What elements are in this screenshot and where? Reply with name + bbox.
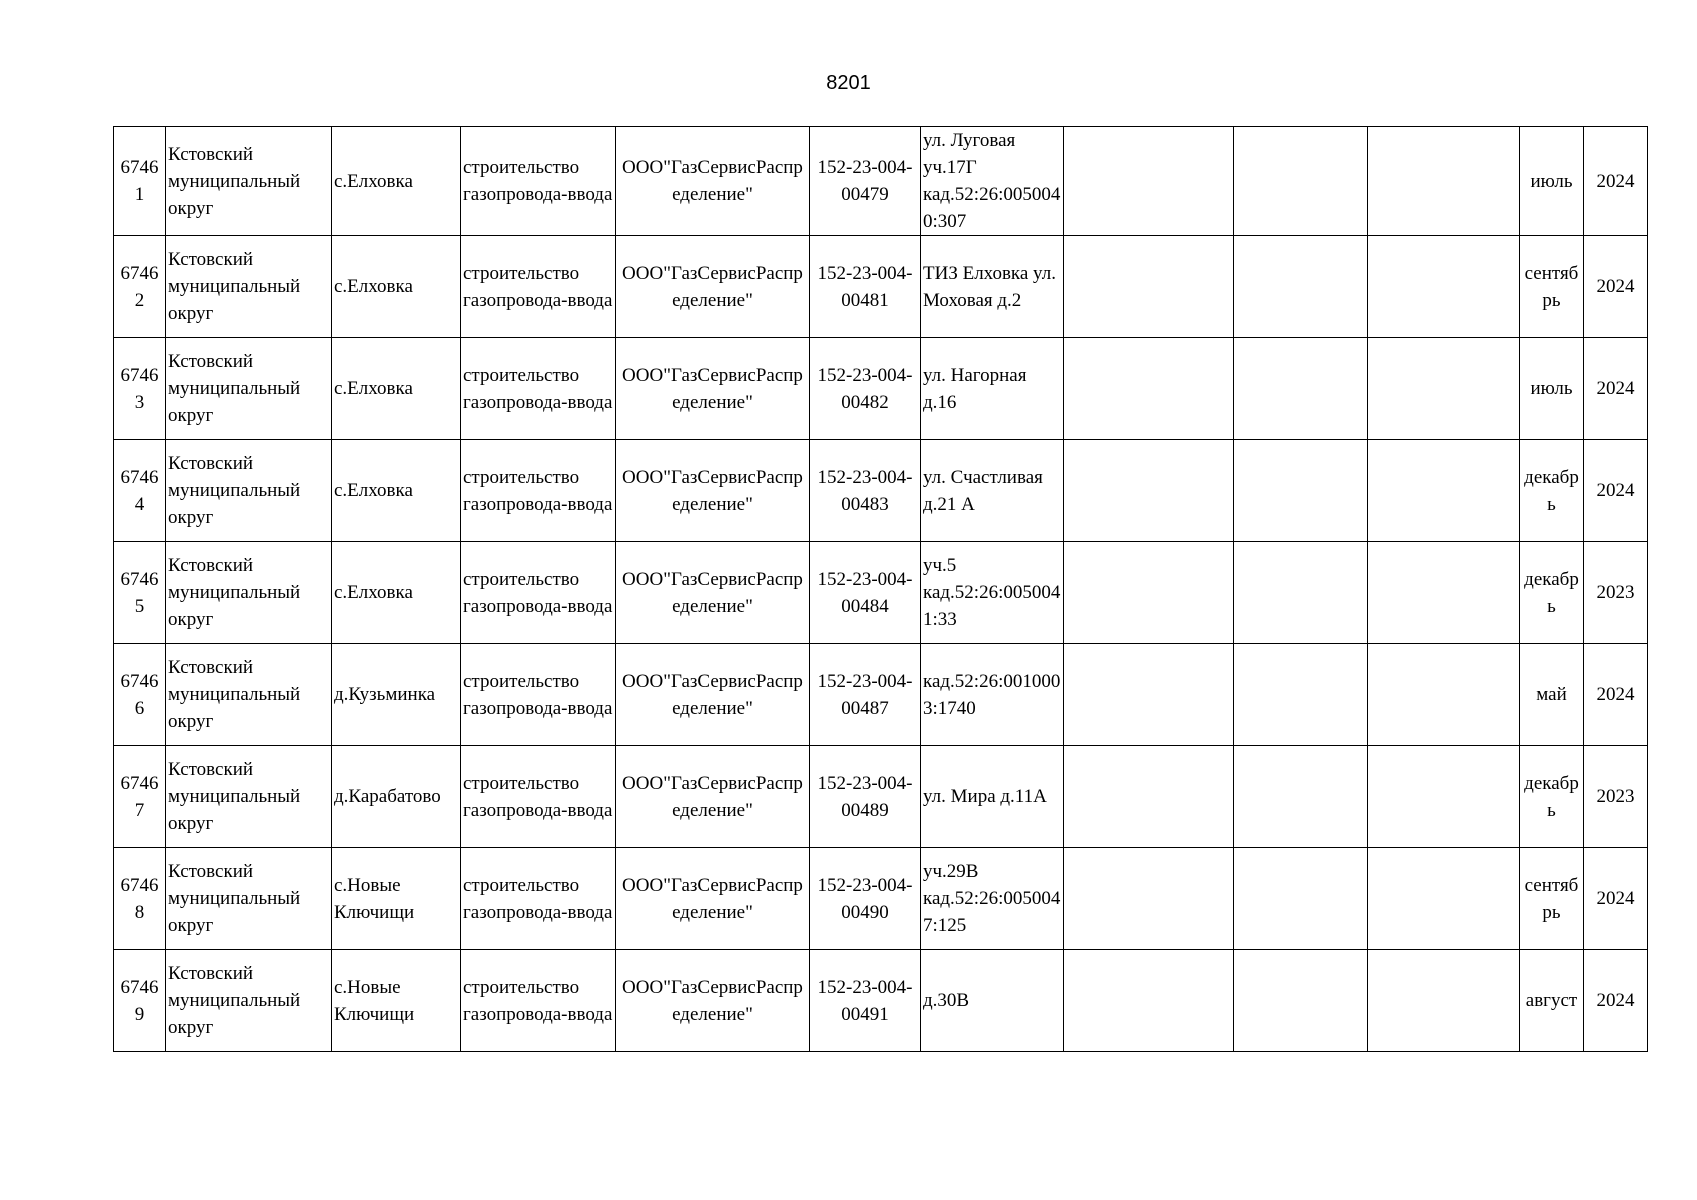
table-row [114,440,1648,542]
empty-cell [1234,236,1368,338]
work-type-cell [461,542,616,644]
request-code-cell [810,236,921,338]
year-cell-text: 2024 [1596,378,1635,399]
district-cell-text: Кстовский муниципальный округ [168,143,301,219]
year-cell-text: 2024 [1596,170,1635,192]
row-number-cell [114,848,166,950]
work-type-cell [461,950,616,1052]
work-type-cell-text: строительство газопровода-ввода [463,157,613,205]
request-code-cell-text: 152-23-004-00491 [817,976,913,1025]
settlement-cell [332,746,461,848]
address-cell [921,542,1064,644]
request-code-cell [810,746,921,848]
settlement-cell [332,236,461,338]
row-number-cell-text: 67467 [120,772,159,821]
request-code-cell [810,644,921,746]
work-type-cell-text: строительство газопровода-ввода [463,670,613,719]
row-number-cell [114,236,166,338]
empty-cell [1368,644,1520,746]
request-code-cell [810,338,921,440]
organization-cell-text: ООО"ГазСервисРаспределение" [622,670,803,719]
month-cell-text: декабрь [1524,466,1579,515]
row-number-cell-text: 67465 [120,568,159,617]
district-cell [166,236,332,338]
organization-cell [616,236,810,338]
request-code-cell [810,440,921,542]
district-cell [166,440,332,542]
year-cell-text: 2024 [1596,684,1635,705]
request-code-cell-text: 152-23-004-00482 [817,364,913,413]
settlement-cell [332,644,461,746]
settlement-cell-text: с.Елховка [334,170,413,192]
address-cell-text: уч.29В кад.52:26:0050047:125 [923,861,1061,936]
year-cell [1584,236,1648,338]
organization-cell [616,338,810,440]
district-cell-text: Кстовский муниципальный округ [168,555,301,630]
empty-cell [1064,542,1234,644]
work-type-cell-text: строительство газопровода-ввода [463,976,613,1025]
address-cell [921,848,1064,950]
request-code-cell-text: 152-23-004-00489 [817,772,913,821]
empty-cell [1368,848,1520,950]
district-cell-text: Кстовский муниципальный округ [168,657,301,732]
empty-cell [1234,644,1368,746]
district-cell [166,338,332,440]
request-code-cell [810,542,921,644]
address-cell-text: ул. Нагорная д.16 [923,364,1027,413]
empty-cell [1368,127,1520,236]
request-code-cell-text: 152-23-004-00487 [817,670,913,719]
organization-cell [616,440,810,542]
address-cell [921,950,1064,1052]
table-row [114,236,1648,338]
empty-cell [1368,338,1520,440]
month-cell-text: сентябрь [1524,874,1579,923]
row-number-cell [114,440,166,542]
month-cell [1520,746,1584,848]
table-body [114,127,1648,1052]
year-cell [1584,542,1648,644]
work-type-cell [461,746,616,848]
row-number-cell [114,950,166,1052]
work-type-cell [461,338,616,440]
address-cell-text: д.30В [923,990,970,1011]
empty-cell [1064,950,1234,1052]
request-code-cell-text: 152-23-004-00484 [817,568,913,617]
settlement-cell-text: с.Новые Ключищи [334,976,415,1025]
empty-cell [1064,338,1234,440]
request-code-cell-text: 152-23-004-00479 [817,157,913,205]
settlement-cell-text: с.Елховка [334,480,413,501]
empty-cell [1368,746,1520,848]
month-cell-text: декабрь [1524,772,1579,821]
year-cell [1584,440,1648,542]
organization-cell-text: ООО"ГазСервисРаспределение" [622,568,803,617]
district-cell [166,127,332,236]
district-cell [166,848,332,950]
row-number-cell-text: 67466 [120,670,159,719]
work-type-cell [461,440,616,542]
organization-cell [616,127,810,236]
month-cell-text: июль [1530,170,1573,192]
settlement-cell-text: с.Елховка [334,582,413,603]
request-code-cell-text: 152-23-004-00490 [817,874,913,923]
organization-cell-text: ООО"ГазСервисРаспределение" [622,466,803,515]
month-cell-text: июль [1530,378,1573,399]
month-cell-text: сентябрь [1524,262,1579,311]
empty-cell [1234,127,1368,236]
row-number-cell-text: 67461 [120,157,159,205]
row-number-cell [114,127,166,236]
address-cell-text: ТИЗ Елховка ул. Моховая д.2 [923,262,1056,311]
settlement-cell-text: с.Елховка [334,378,413,399]
organization-cell [616,950,810,1052]
organization-cell-text: ООО"ГазСервисРаспределение" [622,157,803,205]
year-cell-text: 2023 [1596,582,1635,603]
year-cell-text: 2024 [1596,480,1635,501]
settlement-cell [332,542,461,644]
district-cell-text: Кстовский муниципальный округ [168,453,301,528]
organization-cell-text: ООО"ГазСервисРаспределение" [622,364,803,413]
table-row [114,542,1648,644]
organization-cell [616,746,810,848]
empty-cell [1234,338,1368,440]
work-type-cell [461,644,616,746]
row-number-cell-text: 67463 [120,364,159,413]
district-cell [166,542,332,644]
district-cell-text: Кстовский муниципальный округ [168,861,301,936]
empty-cell [1368,950,1520,1052]
row-number-cell [114,542,166,644]
organization-cell [616,848,810,950]
district-cell-text: Кстовский муниципальный округ [168,351,301,426]
table-row [114,848,1648,950]
address-cell [921,338,1064,440]
empty-cell [1234,848,1368,950]
data-table [113,126,1648,1052]
district-cell [166,950,332,1052]
row-number-cell-text: 67462 [120,262,159,311]
settlement-cell-text: с.Новые Ключищи [334,874,415,923]
organization-cell [616,542,810,644]
empty-cell [1234,746,1368,848]
month-cell [1520,440,1584,542]
request-code-cell-text: 152-23-004-00481 [817,262,913,311]
year-cell [1584,338,1648,440]
work-type-cell-text: строительство газопровода-ввода [463,874,613,923]
row-number-cell [114,644,166,746]
empty-cell [1064,644,1234,746]
address-cell [921,236,1064,338]
year-cell [1584,127,1648,236]
month-cell-text: май [1536,684,1567,705]
district-cell [166,644,332,746]
request-code-cell-text: 152-23-004-00483 [817,466,913,515]
table-row [114,644,1648,746]
row-number-cell-text: 67469 [120,976,159,1025]
work-type-cell-text: строительство газопровода-ввода [463,466,613,515]
empty-cell [1368,440,1520,542]
month-cell [1520,236,1584,338]
month-cell-text: август [1525,990,1578,1011]
empty-cell [1064,440,1234,542]
month-cell [1520,542,1584,644]
month-cell [1520,644,1584,746]
table-row [114,127,1648,236]
address-cell-text: ул. Луговая уч.17Г кад.52:26:0050040:307 [923,130,1061,232]
address-cell-text: ул. Мира д.11А [923,786,1047,807]
address-cell [921,746,1064,848]
organization-cell-text: ООО"ГазСервисРаспределение" [622,772,803,821]
empty-cell [1368,542,1520,644]
work-type-cell [461,848,616,950]
request-code-cell [810,127,921,236]
address-cell-text: ул. Счастливая д.21 А [923,466,1043,515]
year-cell [1584,848,1648,950]
settlement-cell [332,440,461,542]
organization-cell-text: ООО"ГазСервисРаспределение" [622,262,803,311]
table-row [114,950,1648,1052]
row-number-cell [114,746,166,848]
year-cell-text: 2024 [1596,276,1635,297]
year-cell [1584,644,1648,746]
district-cell-text: Кстовский муниципальный округ [168,963,301,1038]
month-cell [1520,338,1584,440]
settlement-cell [332,127,461,236]
year-cell [1584,950,1648,1052]
work-type-cell-text: строительство газопровода-ввода [463,772,613,821]
row-number-cell-text: 67464 [120,466,159,515]
work-type-cell-text: строительство газопровода-ввода [463,568,613,617]
month-cell-text: декабрь [1524,568,1579,617]
district-cell [166,746,332,848]
row-number-cell [114,338,166,440]
settlement-cell [332,338,461,440]
work-type-cell-text: строительство газопровода-ввода [463,364,613,413]
empty-cell [1234,950,1368,1052]
empty-cell [1234,440,1368,542]
year-cell-text: 2024 [1596,888,1635,909]
address-cell-text: уч.5 кад.52:26:0050041:33 [923,555,1061,630]
year-cell [1584,746,1648,848]
empty-cell [1064,127,1234,236]
table-row [114,338,1648,440]
month-cell [1520,848,1584,950]
settlement-cell-text: с.Елховка [334,276,413,297]
page-number: 8201 [826,72,871,94]
request-code-cell [810,848,921,950]
settlement-cell-text: д.Карабатово [334,786,441,807]
request-code-cell [810,950,921,1052]
settlement-cell [332,950,461,1052]
settlement-cell [332,848,461,950]
district-cell-text: Кстовский муниципальный округ [168,249,301,324]
year-cell-text: 2024 [1596,990,1635,1011]
organization-cell-text: ООО"ГазСервисРаспределение" [622,874,803,923]
year-cell-text: 2023 [1596,786,1635,807]
work-type-cell [461,236,616,338]
address-cell [921,644,1064,746]
empty-cell [1064,848,1234,950]
empty-cell [1234,542,1368,644]
row-number-cell-text: 67468 [120,874,159,923]
month-cell [1520,950,1584,1052]
table-row [114,746,1648,848]
work-type-cell-text: строительство газопровода-ввода [463,262,613,311]
organization-cell-text: ООО"ГазСервисРаспределение" [622,976,803,1025]
district-cell-text: Кстовский муниципальный округ [168,759,301,834]
month-cell [1520,127,1584,236]
address-cell-text: кад.52:26:0010003:1740 [923,670,1061,719]
empty-cell [1368,236,1520,338]
empty-cell [1064,746,1234,848]
work-type-cell [461,127,616,236]
empty-cell [1064,236,1234,338]
address-cell [921,127,1064,236]
organization-cell [616,644,810,746]
settlement-cell-text: д.Кузьминка [334,684,436,705]
address-cell [921,440,1064,542]
